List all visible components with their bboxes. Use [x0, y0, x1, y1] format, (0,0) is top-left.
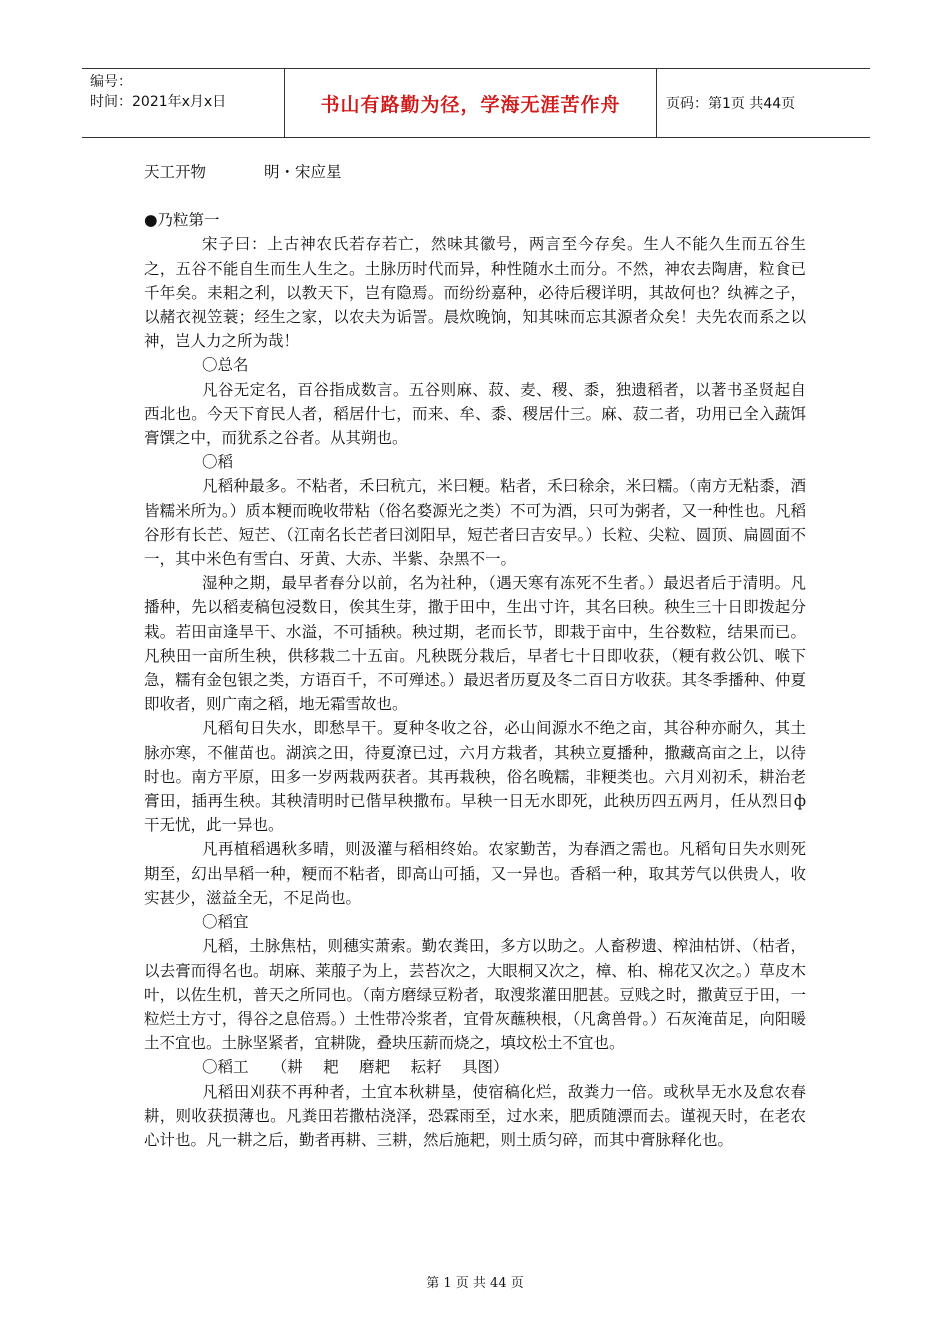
section-heading-daogong: 〇稻工 （耕 耙 磨耙 耘耔 具图）	[202, 1058, 509, 1077]
intro-paragraph: 宋子曰：上古神农氏若存若亡，然味其徽号，两言至今存矣。生人不能久生而五谷生之，五谷不能自生而生人生之。土脉历时代而异，种性随水土而分。不然，神农去陶唐，粒食已千年矣。耒耜之利，以教天下，岂有隐焉。而纷纷嘉种，必待后稷详明，其故何也？纨裤之子，以赭衣视笠蓑；经生之家，以农夫为诟詈。晨炊晚饷，知其味而忘其源者众矣！夫先农而系之以神，岂人力之所为哉！	[144, 235, 806, 351]
paragraph: 湿种之期，最早者春分以前，名为社种，（遇天寒有冻死不生者。）最迟者后于清明。凡播种，先以稻麦稿包浸数日，俟其生芽，撒于田中，生出寸许，其名曰秧。秧生三十日即拨起分栽。若田亩逢旱干、水溢，不可插秧。秧过期，老而长节，即栽于亩中，生谷数粒，结果而已。凡秧田一亩所生秧，供移栽二十五亩。凡秧既分栽后，早者七十日即收获，（粳有救公饥、喉下急，糯有金包银之类，方语百千，不可殚述。）最迟者历夏及冬二百日方收获。其冬季播种、仲夏即收者，则广南之稻，地无霜雪故也。	[144, 574, 806, 714]
page-footer	[0, 1272, 950, 1291]
paragraph: 凡稻种最多。不粘者，禾曰秔亢，米曰粳。粘者，禾曰稌余，米曰糯。（南方无粘黍，酒皆糯米所为。）质本粳而晚收带粘（俗名婺源光之类）不可为酒，只可为粥者，又一种性也。凡稻谷形有长芒、短芒、（江南名长芒者曰浏阳早，短芒者曰吉安早。）长粒、尖粒、圆顶、扁圆面不一，其中米色有雪白、牙黄、大赤、半紫、杂黑不一。	[144, 477, 806, 569]
time-label: 时间：2021年x月x日	[90, 94, 227, 110]
paragraph: 凡稻，土脉焦枯，则穗实萧索。勤农粪田，多方以助之。人畜秽遗、榨油枯饼、（枯者，以去膏而得名也。胡麻、莱菔子为上，芸苔次之，大眼桐又次之，樟、桕、棉花又次之。）草皮木叶，以佐生机，普天之所同也。（南方磨绿豆粉者，取溲浆灌田肥甚。豆贱之时，撒黄豆于田，一粒烂土方寸，得谷之息倍焉。）土性带冷浆者，宜骨灰蘸秧根，（凡禽兽骨。）石灰淹苗足，向阳暖土不宜也。土脉坚紧者，宜耕陇，叠块压薪而烧之，填坟松土不宜也。	[144, 937, 806, 1053]
paragraph: 凡稻田刈获不再种者，土宜本秋耕垦，使宿稿化烂，敌粪力一倍。或秋旱无水及怠农春耕，则收获损薄也。凡粪田若撒枯浇泽，恐霖雨至，过水来，肥质随漂而去。谨视天时，在老农心计也。凡一耕之后，勤者再耕、三耕，然后施耙，则土质匀碎，而其中膏脉释化也。	[144, 1082, 806, 1149]
number-label: 编号：	[90, 74, 132, 90]
paragraph: 凡稻旬日失水，即愁旱干。夏种冬收之谷，必山间源水不绝之亩，其谷种亦耐久，其土脉亦寒，不催苗也。湖滨之田，待夏潦已过，六月方栽者，其秧立夏播种，撒藏高亩之上，以待时也。南方平原，田多一岁两栽两获者。其再栽秧，俗名晚糯，非粳类也。六月刈初禾，耕治老膏田，插再生秧。其秧清明时已偕早秧撒布。早秧一日无水即死，此秧历四五两月，任从烈日ф干无忧，此一异也。	[144, 719, 806, 835]
section-heading-dao: 〇稻	[202, 453, 234, 472]
paragraph: 凡再植稻遇秋多晴，则汲灌与稻相终始。农家勤苦，为春酒之需也。凡稻旬日失水则死期至，幻出旱稻一种，粳而不粘者，即高山可插，又一异也。香稻一种，取其芳气以供贵人，收实甚少，滋益全无，不足尚也。	[144, 840, 806, 907]
motto: 书山有路勤为径，学海无涯苦作舟	[320, 93, 621, 116]
footer-page-number: 第 1 页 共 44 页	[426, 1276, 524, 1291]
header-motto-cell	[285, 69, 657, 137]
doc-author: 明・宋应星	[264, 163, 342, 181]
chapter-heading: ●乃粒第一	[144, 211, 220, 230]
page-info: 页码：第1页 共44页	[666, 96, 796, 112]
paragraph: 凡谷无定名，百谷指成数言。五谷则麻、菽、麦、稷、黍，独遗稻者，以著书圣贤起自西北也。今天下育民人者，稻居什七，而来、牟、黍、稷居什三。麻、菽二者，功用已全入蔬饵膏馔之中，而犹系之谷者。从其朔也。	[144, 380, 806, 448]
section-heading-daoyi: 〇稻宜	[202, 913, 249, 932]
page-header	[82, 68, 870, 138]
document-body	[144, 160, 806, 1152]
doc-title-line	[144, 160, 806, 184]
header-page-cell	[657, 69, 870, 137]
section-heading-zongming: 〇总名	[202, 356, 249, 375]
header-meta	[82, 69, 285, 137]
doc-title: 天工开物	[144, 163, 207, 181]
